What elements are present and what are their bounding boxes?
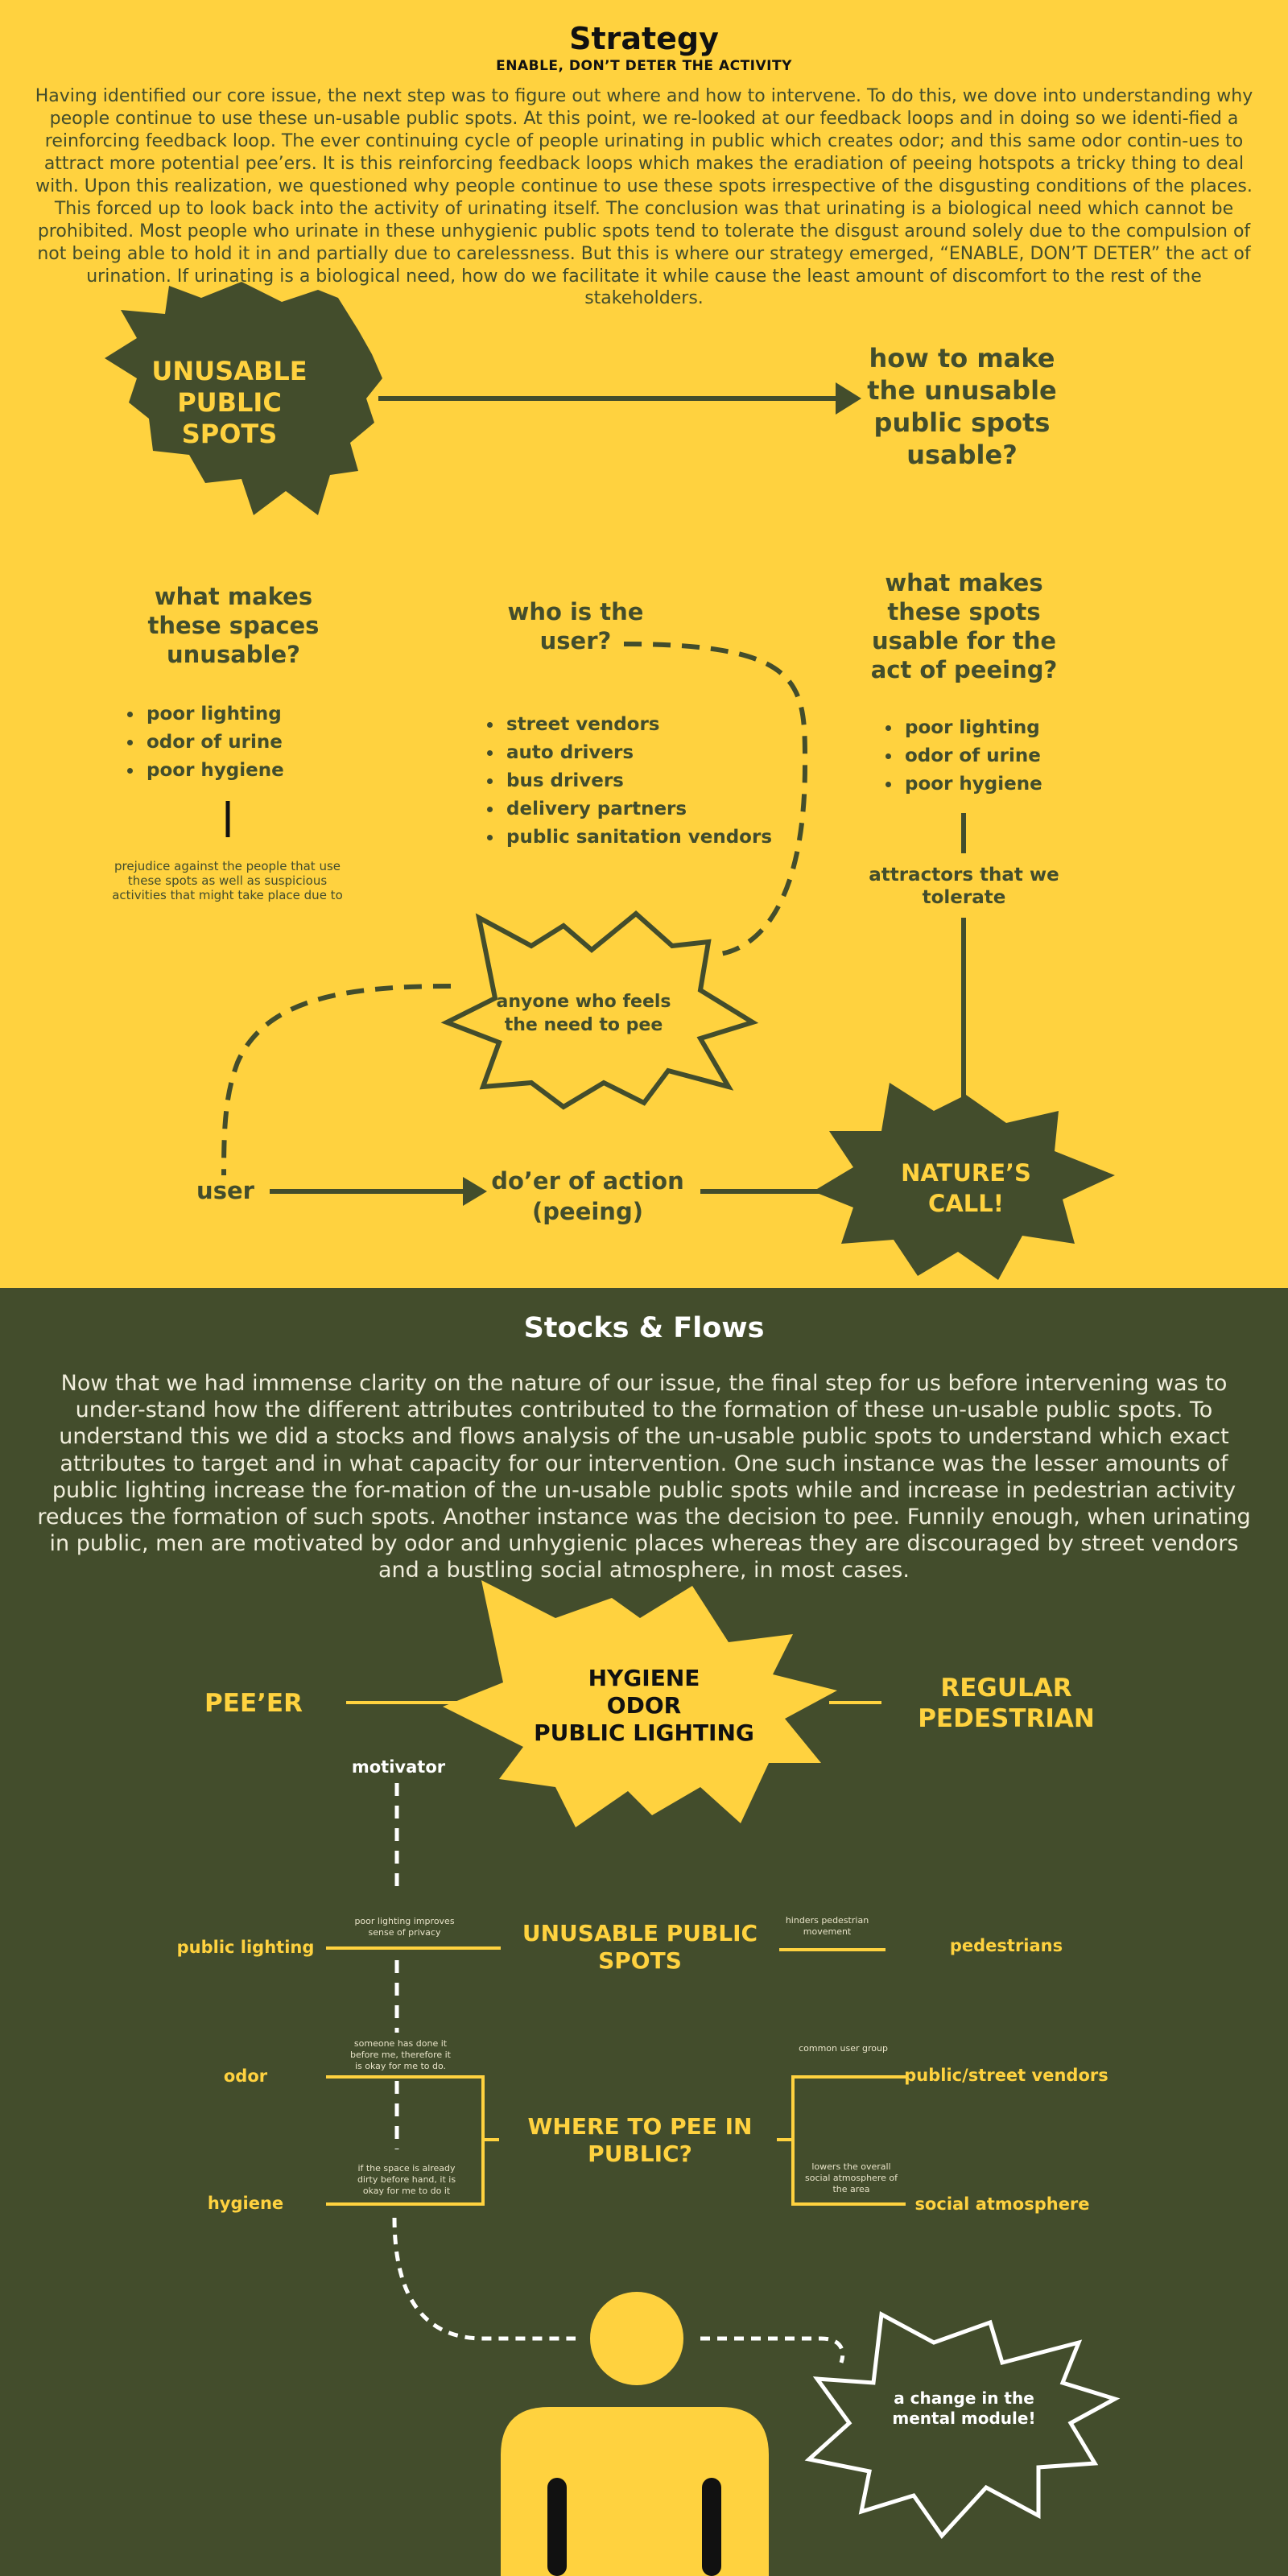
strategy-paragraph: Having identified our core issue, the next step was to figure out where and how to intervene. To do this, we dove into understanding why people continue to use these un-usable public spots. At this point, we re-looked at our feedback loops and in doing so we identi-fied a reinforcing feedback loop. The ever continuing cycle of people urinating in public which creates odor; and this same odor contin-ues to attract more potential pee’ers. It is this reinforcing feedback loops which makes the eradiation of peeing hotspots a tricky thing to deal with. Upon this realization, we questioned why people continue to use these spots irrespective of the disgusting conditions of the places. This forced up to look back into the activity of urinating itself. The conclusion was that urinating is a biological need which cannot be prohibited. Most people who urinate in these unhygienic public spots tend to tolerate the disgust around solely due to the compulsion of not being able to hold it in and partially due to carelessness. But this is where our strategy emerged, “ENABLE, DON’T DETER” the act of urination. If urinating is a biological need, how do we facilitate it while cause the least amount of discomfort to the rest of the stakeholders. bbox=[35, 86, 1253, 309]
unusable-item: • odor of urine bbox=[143, 729, 353, 757]
where-to-pee-label: WHERE TO PEE IN PUBLIC? bbox=[527, 2113, 753, 2167]
lighting-note: poor lighting improves sense of privacy bbox=[354, 1916, 455, 1938]
pedestrian-label: REGULAR PEDESTRIAN bbox=[918, 1674, 1095, 1733]
person-icon bbox=[501, 2292, 769, 2576]
user-item: • public sanitation vendors bbox=[503, 824, 809, 852]
mental-star-label: a change in the mental module! bbox=[892, 2388, 1036, 2428]
usable-item: • poor hygiene bbox=[902, 770, 1111, 799]
social-label: social atmosphere bbox=[914, 2194, 1090, 2214]
usable-item: • odor of urine bbox=[902, 742, 1111, 770]
user-item: • delivery partners bbox=[503, 795, 809, 824]
nature-star-label: NATURE’S CALL! bbox=[901, 1159, 1031, 1217]
motivator-label: motivator bbox=[351, 1757, 446, 1777]
dashed-to-person-right bbox=[700, 2339, 843, 2363]
user-item: • bus drivers bbox=[503, 767, 809, 795]
anyone-star-label: anyone who feels the need to pee bbox=[496, 992, 671, 1035]
user-item: • street vendors bbox=[503, 711, 809, 739]
user-item: • auto drivers bbox=[503, 739, 809, 767]
hygiene-label: hygiene bbox=[207, 2194, 284, 2213]
unusable-spots-label: UNUSABLE PUBLIC SPOTS bbox=[522, 1920, 758, 1974]
usable-list bbox=[877, 714, 1111, 799]
hygiene-note: if the space is already dirty before hand, it is okay for me to do it bbox=[357, 2163, 456, 2196]
dashed-anyone-connector bbox=[224, 986, 451, 1175]
prejudice-note: prejudice against the people that use these spots as well as suspicious activities that might take place due to bbox=[112, 859, 343, 902]
unusable-star-label: UNUSABLE PUBLIC SPOTS bbox=[151, 356, 308, 449]
unusable-item: • poor lighting bbox=[143, 700, 353, 729]
social-note: lowers the overall social atmosphere of the area bbox=[805, 2161, 898, 2194]
user-label: user bbox=[196, 1177, 254, 1204]
strategy-title: Strategy bbox=[569, 21, 719, 56]
usable-item: • poor lighting bbox=[902, 714, 1111, 742]
peer-label: PEE’ER bbox=[204, 1689, 303, 1718]
q-usable-peeing: what makes these spots usable for the act of peeing? bbox=[870, 569, 1058, 683]
q-unusable: what makes these spaces unusable? bbox=[147, 583, 320, 668]
user-list bbox=[479, 711, 809, 852]
hinders-note: hinders pedestrian movement bbox=[785, 1915, 869, 1937]
star-line: PUBLIC LIGHTING bbox=[534, 1719, 754, 1746]
public-lighting-label: public lighting bbox=[176, 1938, 315, 1957]
doer-label: do’er of action (peeing) bbox=[491, 1167, 684, 1225]
q-user: who is the user? bbox=[507, 598, 644, 654]
star-line: ODOR bbox=[606, 1692, 682, 1719]
unusable-list bbox=[119, 700, 353, 785]
dashed-to-person-left bbox=[394, 2218, 576, 2339]
stocks-title: Stocks & Flows bbox=[523, 1312, 765, 1344]
hygiene-star-label bbox=[499, 1665, 789, 1747]
attractors-label: attractors that we tolerate bbox=[869, 865, 1059, 908]
odor-label: odor bbox=[223, 2066, 268, 2086]
unusable-item: • poor hygiene bbox=[143, 757, 353, 785]
pedestrians-label: pedestrians bbox=[949, 1936, 1063, 1955]
odor-note: someone has done it before me, therefore it is okay for me to do. bbox=[350, 2038, 451, 2071]
question-usable: how to make the unusable public spots usable? bbox=[867, 343, 1057, 470]
strategy-subtitle: ENABLE, DON’T DETER THE ACTIVITY bbox=[496, 58, 792, 74]
stocks-paragraph: Now that we had immense clarity on the nature of our issue, the final step for us before intervening was to under-stand how the different attributes contributed to the formation of these un-usable public spots. To understand this we did a stocks and flows analysis of the un-usable public spots to understand which exact attributes to target and in what capacity for our intervention. One such instance was the lesser amounts of public lighting increase the for-mation of the un-usable public spots while and increase in pedestrian activity reduces the formation of such spots. Another instance was the decision to pee. Funnily enough, when urinating in public, men are motivated by odor and unhygienic places whereas they are discouraged by street vendors and a bustling social atmosphere, in most cases. bbox=[37, 1371, 1251, 1583]
star-line: HYGIENE bbox=[588, 1665, 700, 1691]
vendors-label: public/street vendors bbox=[904, 2066, 1108, 2085]
common-note: common user group bbox=[799, 2043, 888, 2054]
